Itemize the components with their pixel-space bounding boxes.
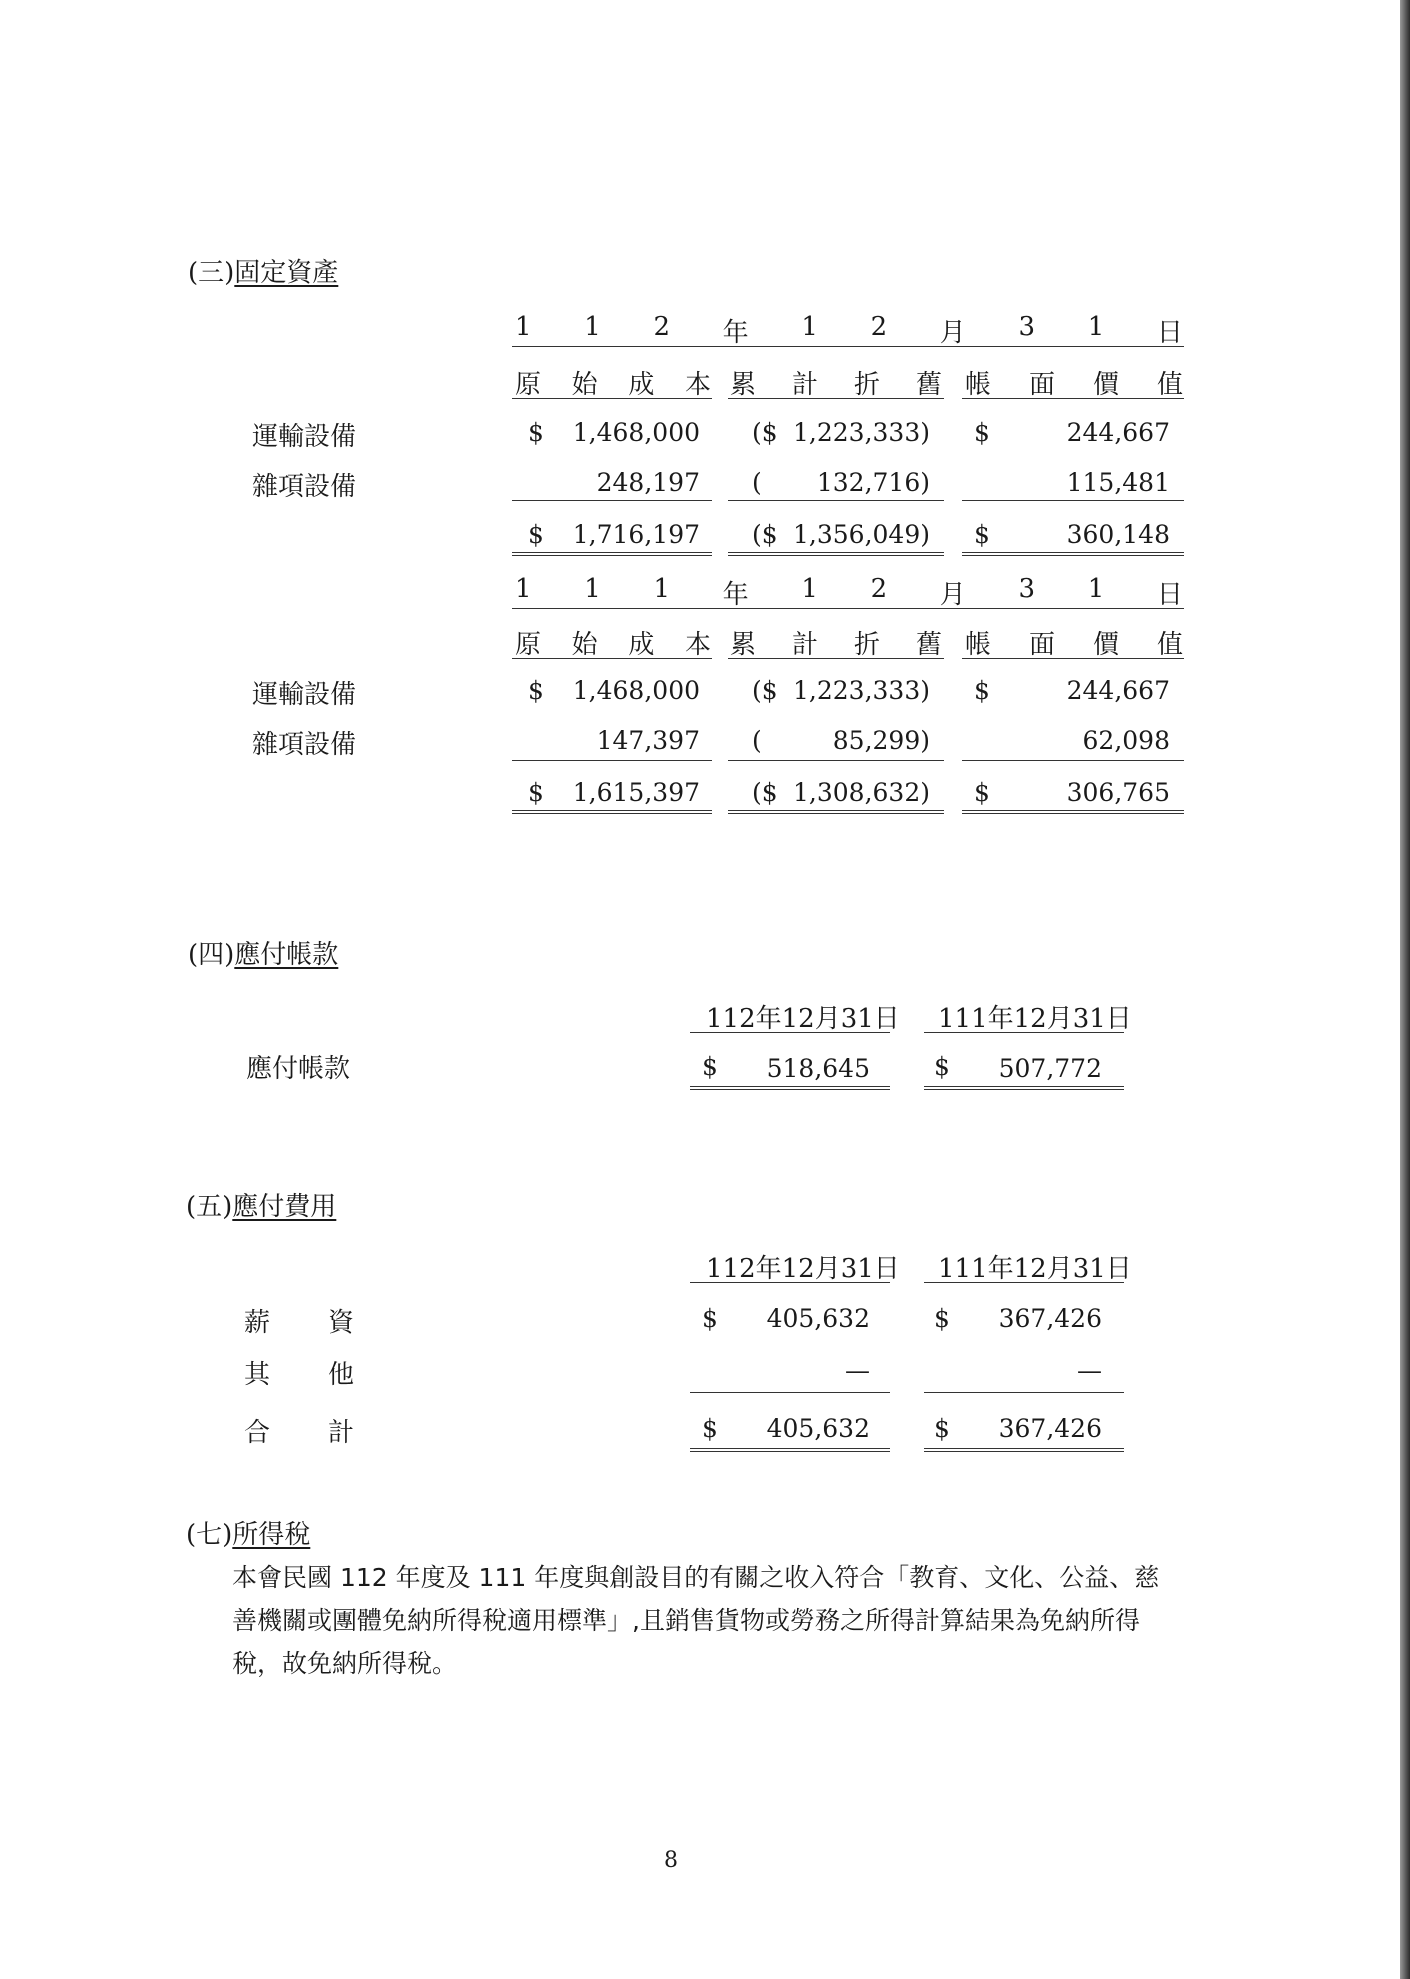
rule [924, 1282, 1124, 1283]
rule [728, 500, 944, 501]
header-char: 成 [628, 370, 655, 400]
currency-symbol: $ [702, 1052, 718, 1081]
header-char: 1 [1087, 312, 1105, 342]
header-char: 1 [1087, 574, 1105, 604]
expense-label-char: 薪 [244, 1308, 271, 1338]
book-value: 244,667 [1066, 676, 1170, 705]
income-tax-paragraph [232, 1556, 1159, 1685]
header-char: 折 [853, 630, 880, 660]
date-header-2022 [515, 574, 1183, 611]
rule [512, 608, 1184, 609]
rule [512, 760, 712, 761]
expense-value-2022: — [1077, 1356, 1102, 1385]
double-rule [924, 1448, 1124, 1452]
header-char: 舊 [915, 370, 942, 400]
double-rule [924, 1086, 1124, 1090]
header-char: 原 [515, 630, 542, 660]
rule [512, 346, 1184, 347]
header-char: 面 [1028, 370, 1055, 400]
double-rule [690, 1448, 890, 1452]
currency-symbol: $ [934, 1304, 950, 1333]
cost-value: 248,197 [596, 468, 700, 497]
currency-symbol: $ [974, 520, 990, 549]
header-char: 本 [684, 630, 711, 660]
header-char: 累 [730, 630, 757, 660]
header-char: 帳 [965, 370, 992, 400]
expense-label-char: 合 [244, 1418, 271, 1448]
double-rule [728, 810, 944, 814]
rule [728, 760, 944, 761]
currency-symbol: $ [934, 1414, 950, 1443]
page-number: 8 [664, 1848, 678, 1873]
header-char: 始 [571, 370, 598, 400]
header-char: 計 [791, 630, 818, 660]
section-title: 應付帳款 [234, 940, 339, 970]
currency-symbol: $ [974, 676, 990, 705]
col-header-cost [515, 364, 711, 401]
asset-row-label: 運輸設備 [252, 680, 357, 710]
header-char: 1 [515, 574, 532, 604]
expense-value-2023: — [845, 1356, 870, 1385]
currency-symbol: $ [528, 778, 544, 807]
header-char: 值 [1156, 370, 1183, 400]
header-char: 1 [801, 312, 818, 342]
section-heading-accrued-expenses [186, 1186, 336, 1223]
scan-edge-shadow [1400, 0, 1410, 1979]
accum-dep-value: 1,356,049) [793, 520, 930, 549]
rule [512, 500, 712, 501]
ap-col-header-2022: 111年12月31日 [938, 1004, 1132, 1034]
header-char: 2 [653, 312, 670, 342]
header-char: 價 [1092, 630, 1119, 660]
header-char: 1 [515, 312, 532, 342]
currency-symbol: $ [528, 418, 544, 447]
header-char: 3 [1018, 574, 1036, 604]
double-rule [512, 810, 712, 814]
double-rule [690, 1086, 890, 1090]
cost-value: 147,397 [596, 726, 700, 755]
col-header-cost [515, 624, 711, 661]
rule [962, 500, 1184, 501]
cost-value: 1,468,000 [572, 676, 700, 705]
rule [924, 1032, 1124, 1033]
accum-dep-value: 132,716) [816, 468, 930, 497]
header-char: 1 [801, 574, 818, 604]
rule [924, 1392, 1124, 1393]
section-heading-accounts-payable [188, 934, 338, 971]
cost-value: 1,468,000 [572, 418, 700, 447]
paragraph-line: 善機關或團體免納所得稅適用標準」,且銷售貨物或勞務之所得計算結果為免納所得 [232, 1606, 1140, 1635]
double-rule [512, 552, 712, 556]
header-char: 本 [684, 370, 711, 400]
book-value: 244,667 [1066, 418, 1170, 447]
asset-row-label: 雜項設備 [252, 730, 357, 760]
header-char: 值 [1156, 630, 1183, 660]
rule [690, 1032, 890, 1033]
cost-value: 1,615,397 [572, 778, 700, 807]
col-header-book-value [965, 624, 1183, 661]
rule [690, 1282, 890, 1283]
date-header-2023 [515, 312, 1183, 349]
col-header-book-value [965, 364, 1183, 401]
paragraph-line: 本會民國 112 年度及 111 年度與創設目的有關之收入符合「教育、文化、公益、慈 [232, 1563, 1160, 1592]
ap-value-2022: 507,772 [998, 1054, 1102, 1083]
ap-col-header-2023: 112年12月31日 [706, 1004, 900, 1034]
header-char: 2 [870, 574, 888, 604]
currency-symbol: ( [752, 468, 762, 497]
header-char: 1 [653, 574, 670, 604]
ap-value-2023: 518,645 [766, 1054, 870, 1083]
section-number: (四) [188, 940, 235, 970]
header-char: 月 [939, 580, 966, 610]
cost-value: 1,716,197 [572, 520, 700, 549]
header-char: 1 [584, 312, 601, 342]
rule [962, 398, 1184, 399]
header-char: 面 [1028, 630, 1055, 660]
header-char: 計 [791, 370, 818, 400]
header-char: 價 [1092, 370, 1119, 400]
header-char: 成 [628, 630, 655, 660]
currency-symbol: $ [934, 1052, 950, 1081]
header-char: 2 [870, 312, 888, 342]
section-number: (七) [186, 1520, 233, 1550]
rule [728, 658, 944, 659]
rule [728, 398, 944, 399]
header-char: 舊 [915, 630, 942, 660]
rule [690, 1392, 890, 1393]
book-value: 306,765 [1066, 778, 1170, 807]
section-heading-fixed-assets [188, 252, 338, 289]
col-header-accum-dep [730, 624, 942, 661]
header-char: 折 [853, 370, 880, 400]
header-char: 1 [584, 574, 601, 604]
col-header-accum-dep [730, 364, 942, 401]
rule [512, 658, 712, 659]
header-char: 日 [1156, 318, 1183, 348]
header-char: 原 [515, 370, 542, 400]
header-char: 累 [730, 370, 757, 400]
asset-row-label: 運輸設備 [252, 422, 357, 452]
expense-value-2022: 367,426 [998, 1414, 1102, 1443]
header-char: 3 [1018, 312, 1036, 342]
double-rule [728, 552, 944, 556]
expense-label-char: 計 [328, 1418, 355, 1448]
expense-value-2022: 367,426 [998, 1304, 1102, 1333]
header-char: 日 [1156, 580, 1183, 610]
paragraph-line: 稅，故免納所得稅。 [232, 1649, 458, 1678]
currency-symbol: $ [702, 1304, 718, 1333]
book-value: 360,148 [1066, 520, 1170, 549]
accum-dep-value: 1,223,333) [793, 418, 930, 447]
ae-col-header-2022: 111年12月31日 [938, 1254, 1132, 1284]
asset-row-label: 雜項設備 [252, 472, 357, 502]
accum-dep-value: 1,308,632) [793, 778, 930, 807]
accum-dep-value: 1,223,333) [793, 676, 930, 705]
currency-symbol: $ [528, 520, 544, 549]
section-title: 固定資產 [234, 258, 339, 288]
book-value: 115,481 [1066, 468, 1170, 497]
currency-symbol: $ [974, 778, 990, 807]
section-title: 所得稅 [232, 1520, 311, 1550]
currency-symbol: ( [752, 726, 762, 755]
double-rule [962, 552, 1184, 556]
section-heading-income-tax [186, 1514, 310, 1551]
header-char: 月 [939, 318, 966, 348]
currency-symbol: $ [702, 1414, 718, 1443]
header-char: 始 [571, 630, 598, 660]
rule [962, 658, 1184, 659]
section-title: 應付費用 [232, 1192, 337, 1222]
ae-col-header-2023: 112年12月31日 [706, 1254, 900, 1284]
currency-symbol: ($ [752, 778, 778, 807]
expense-value-2023: 405,632 [766, 1414, 870, 1443]
expense-label-char: 他 [328, 1360, 355, 1390]
currency-symbol: $ [974, 418, 990, 447]
ap-row-label: 應付帳款 [246, 1054, 351, 1084]
header-char: 帳 [965, 630, 992, 660]
currency-symbol: $ [528, 676, 544, 705]
currency-symbol: ($ [752, 676, 778, 705]
expense-label-char: 資 [328, 1308, 355, 1338]
section-number: (三) [188, 258, 235, 288]
header-char: 年 [722, 580, 749, 610]
accum-dep-value: 85,299) [832, 726, 930, 755]
expense-value-2023: 405,632 [766, 1304, 870, 1333]
currency-symbol: ($ [752, 418, 778, 447]
rule [962, 760, 1184, 761]
currency-symbol: ($ [752, 520, 778, 549]
book-value: 62,098 [1082, 726, 1170, 755]
header-char: 年 [722, 318, 749, 348]
double-rule [962, 810, 1184, 814]
rule [512, 398, 712, 399]
expense-label-char: 其 [244, 1360, 271, 1390]
section-number: (五) [186, 1192, 233, 1222]
